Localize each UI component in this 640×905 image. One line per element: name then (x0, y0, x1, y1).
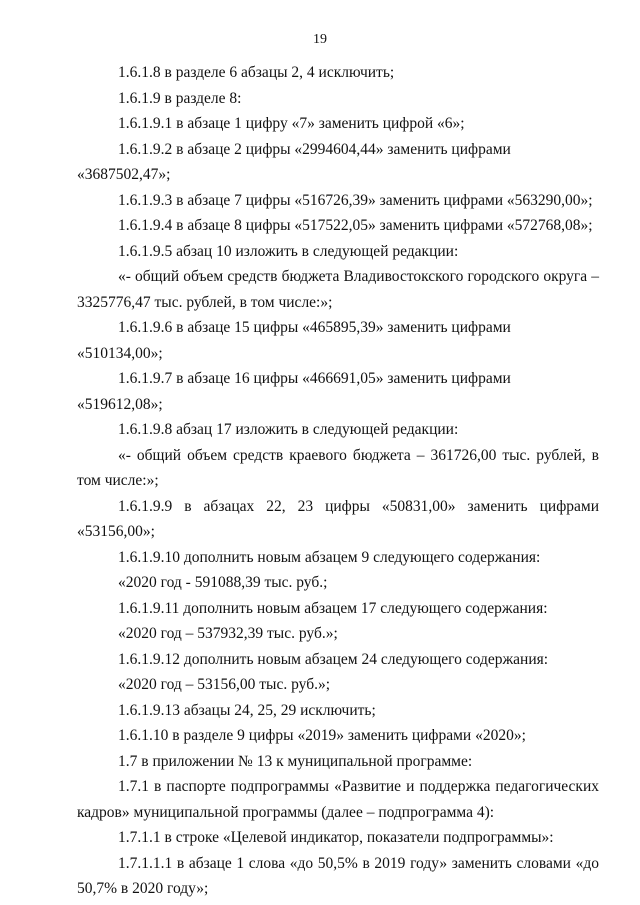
paragraph: «2020 год – 537932,39 тыс. руб.»; (118, 625, 338, 642)
paragraph: 1.6.1.9.13 абзацы 24, 25, 29 исключить; (118, 701, 376, 719)
paragraph: 1.6.1.9.9 в абзацах 22, 23 цифры «50831,00» заменить цифрами «53156,00»; (77, 497, 599, 540)
paragraph: 1.6.1.8 в разделе 6 абзацы 2, 4 исключить; (118, 64, 395, 81)
paragraph: 1.7.1.1 в строке «Целевой индикатор, показатели подпрограммы»: (118, 829, 554, 846)
paragraph: 1.6.1.9.1 в абзаце 1 цифру «7» заменить цифрой «6»; (118, 115, 465, 132)
paragraph: «2020 год – 53156,00 тыс. руб.»; (118, 676, 331, 693)
document-body (77, 60, 599, 902)
paragraph: 1.6.1.9.4 в абзаце 8 цифры «517522,05» заменить цифрами «572768,08»; (118, 217, 593, 234)
paragraph: 1.6.1.9.3 в абзаце 7 цифры «516726,39» заменить цифрами «563290,00»; (118, 191, 593, 209)
page-number: 19 (313, 32, 327, 47)
paragraph: 1.6.1.9.11 дополнить новым абзацем 17 следующего содержания: (118, 599, 548, 617)
paragraph: 1.6.1.9 в разделе 8: (118, 89, 242, 107)
paragraph: 1.7.1.1.1 в абзаце 1 слова «до 50,5% в 2019 году» заменить словами «до 50,7% в 2020 году»; (77, 854, 599, 897)
paragraph: 1.6.1.9.2 в абзаце 2 цифры «2994604,44» заменить цифрами «3687502,47»; (77, 140, 511, 183)
paragraph: 1.6.1.9.12 дополнить новым абзацем 24 следующего содержания: (118, 650, 549, 668)
paragraph: «2020 год - 591088,39 тыс. руб.; (118, 574, 328, 591)
paragraph: «- общий объем средств краевого бюджета – 361726,00 тыс. рублей, в том числе:»; (77, 446, 599, 489)
paragraph: 1.6.1.9.8 абзац 17 изложить в следующей редакции: (118, 421, 459, 438)
paragraph: 1.6.1.9.5 абзац 10 изложить в следующей редакции: (118, 242, 459, 260)
paragraph: 1.6.1.10 в разделе 9 цифры «2019» заменить цифрами «2020»; (118, 727, 526, 744)
paragraph: 1.6.1.9.7 в абзаце 16 цифры «466691,05» заменить цифрами «519612,08»; (77, 370, 511, 413)
paragraph: 1.7.1 в паспорте подпрограммы «Развитие и поддержка педагогических кадров» муниципальной программы (далее – подпрограмма 4): (77, 778, 599, 821)
paragraph: 1.6.1.9.10 дополнить новым абзацем 9 следующего содержания: (118, 548, 541, 566)
paragraph: 1.6.1.9.6 в абзаце 15 цифры «465895,39» заменить цифрами «510134,00»; (77, 319, 511, 362)
paragraph: «- общий объем средств бюджета Владивостокского городского округа – 3325776,47 тыс. рублей, в том числе:»; (77, 268, 599, 311)
paragraph: 1.7 в приложении № 13 к муниципальной программе: (118, 752, 473, 770)
